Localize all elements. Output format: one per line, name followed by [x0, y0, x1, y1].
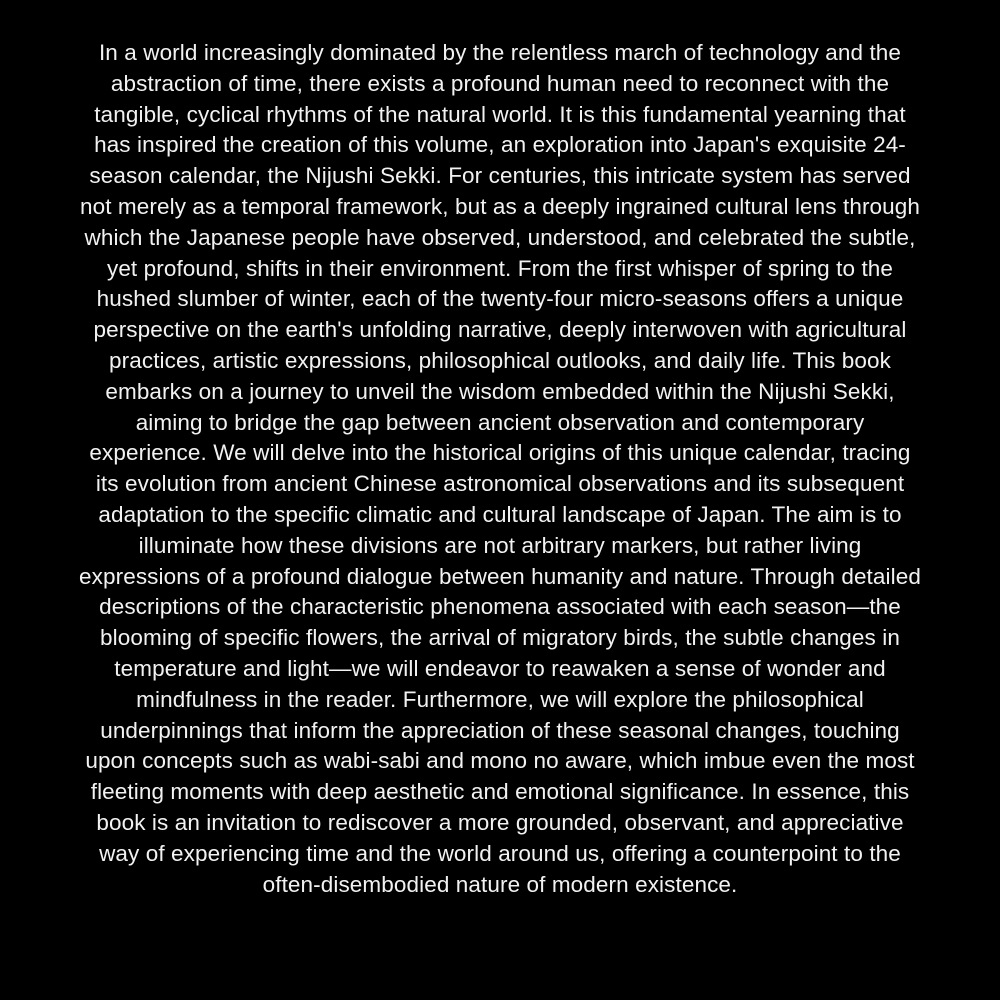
preface-paragraph: In a world increasingly dominated by the relentless march of technology and the abstraction of time, there exists a profound human need to reconnect with the tangible, cyclical rhythms of the natural world. It is this fundamental yearning that has inspired the creation of this volume, an exploration into Japan's exquisite 24-season calendar, the Nijushi Sekki. For centuries, this intricate system has served not merely as a temporal framework, but as a deeply ingrained cultural lens through which the Japanese people have observed, understood, and celebrated the subtle, yet profound, shifts in their environment. From the first whisper of spring to the hushed slumber of winter, each of the twenty-four micro-seasons offers a unique perspective on the earth's unfolding narrative, deeply interwoven with agricultural practices, artistic expressions, philosophical outlooks, and daily life. This book embarks on a journey to unveil the wisdom embedded within the Nijushi Sekki, aiming to bridge the gap between ancient observation and contemporary experience. We will delve into the historical origins of this unique calendar, tracing its evolution from ancient Chinese astronomical observations and its subsequent adaptation to the specific climatic and cultural landscape of Japan. The aim is to illuminate how these divisions are not arbitrary markers, but rather living expressions of a profound dialogue between humanity and nature. Through detailed descriptions of the characteristic phenomena associated with each season—the blooming of specific flowers, the arrival of migratory birds, the subtle changes in temperature and light—we will endeavor to reawaken a sense of wonder and mindfulness in the reader. Furthermore, we will explore the philosophical underpinnings that inform the appreciation of these seasonal changes, touching upon concepts such as wabi-sabi and mono no aware, which imbue even the most fleeting moments with deep aesthetic and emotional significance. In essence, this book is an invitation to rediscover a more grounded, observant, and appreciative way of experiencing time and the world around us, offering a counterpoint to the often-disembodied nature of modern existence. — [79, 40, 921, 897]
